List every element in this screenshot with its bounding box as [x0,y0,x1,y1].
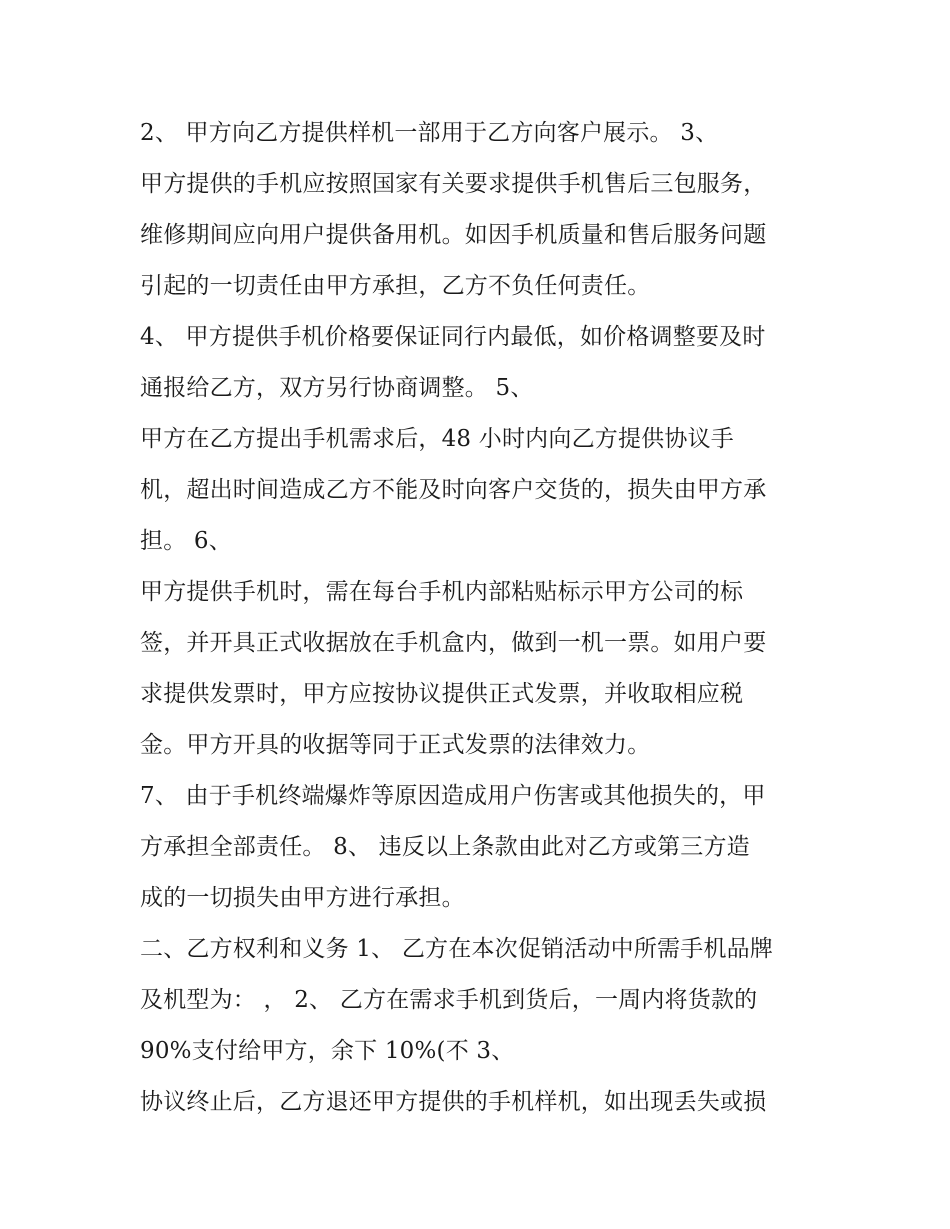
text-line: 4、 甲方提供手机价格要保证同行内最低，如价格调整要及时 [140,324,766,350]
text-line: 及机型为： ， 2、 乙方在需求手机到货后，一周内将货款的 [140,987,758,1013]
text-line: 成的一切损失由甲方进行承担。 [140,885,465,911]
text-line: 机，超出时间造成乙方不能及时向客户交货的，损失由甲方承 [140,477,767,503]
text-line: 二、乙方权利和义务 1、 乙方在本次促销活动中所需手机品牌 [140,936,774,962]
text-line: 担。 6、 [140,528,232,554]
text-line: 90%支付给甲方，余下 10%(不 3、 [140,1038,515,1064]
text-line: 2、 甲方向乙方提供样机一部用于乙方向客户展示。 3、 [140,120,719,146]
text-line: 签，并开具正式收据放在手机盒内，做到一机一票。如用户要 [140,630,767,656]
document-body [140,108,830,1128]
text-line: 方承担全部责任。 8、 违反以上条款由此对乙方或第三方造 [140,834,750,860]
text-line: 甲方提供手机时，需在每台手机内部粘贴标示甲方公司的标 [140,579,744,605]
text-line: 甲方提供的手机应按照国家有关要求提供手机售后三包服务， [140,171,767,197]
text-line: 金。甲方开具的收据等同于正式发票的法律效力。 [140,732,651,758]
text-line: 引起的一切责任由甲方承担，乙方不负任何责任。 [140,273,651,299]
text-line: 维修期间应向用户提供备用机。如因手机质量和售后服务问题 [140,222,767,248]
text-line: 甲方在乙方提出手机需求后，48 小时内向乙方提供协议手 [140,426,734,452]
text-line: 协议终止后，乙方退还甲方提供的手机样机，如出现丢失或损 [140,1089,767,1115]
text-line: 求提供发票时，甲方应按协议提供正式发票，并收取相应税 [140,681,744,707]
text-line: 通报给乙方，双方另行协商调整。 5、 [140,375,534,401]
text-line: 7、 由于手机终端爆炸等原因造成用户伤害或其他损失的，甲 [140,783,766,809]
